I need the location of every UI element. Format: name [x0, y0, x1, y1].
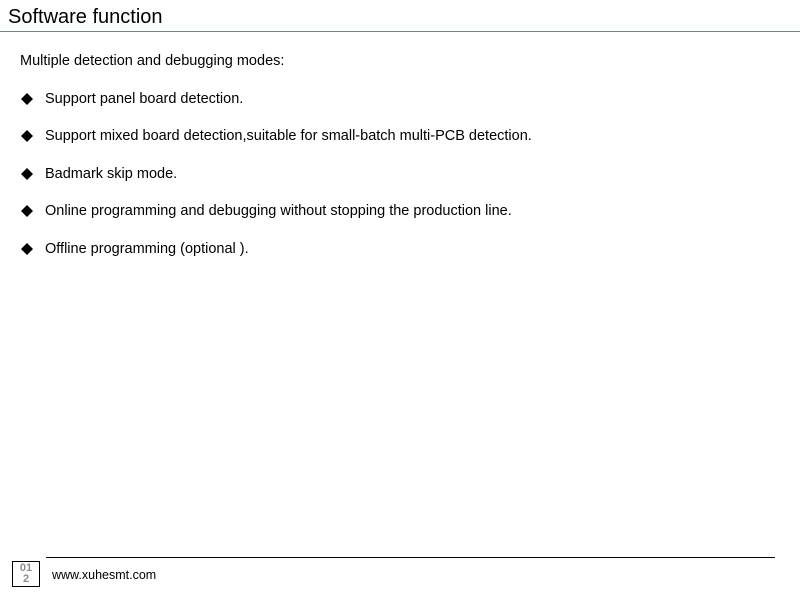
list-item	[20, 127, 532, 146]
list-item	[20, 202, 532, 221]
feature-list	[20, 89, 532, 277]
page-number-box	[12, 561, 40, 587]
intro-text: Multiple detection and debugging modes:	[20, 53, 285, 69]
slide-title: Software function	[8, 6, 163, 28]
footer-url: www.xuhesmt.com	[52, 568, 157, 582]
list-item-text: Support panel board detection.	[45, 90, 244, 107]
list-item-text: Online programming and debugging without stopping the production line.	[45, 203, 512, 219]
list-item	[20, 89, 532, 108]
list-item-text: Badmark skip mode.	[45, 165, 178, 182]
diamond-bullet-icon	[20, 92, 34, 106]
diamond-bullet-icon	[20, 167, 34, 181]
footer-divider	[46, 557, 775, 558]
list-item-text: Offline programming (optional ).	[45, 240, 249, 257]
list-item	[20, 164, 532, 183]
title-divider	[0, 31, 800, 32]
diamond-bullet-icon	[20, 129, 34, 143]
diamond-bullet-icon	[20, 242, 34, 256]
diamond-bullet-icon	[20, 204, 34, 218]
list-item	[20, 239, 532, 258]
page-number: 012	[19, 562, 33, 585]
list-item-text: Support mixed board detection,suitable for small-batch multi-PCB detection.	[45, 128, 532, 144]
